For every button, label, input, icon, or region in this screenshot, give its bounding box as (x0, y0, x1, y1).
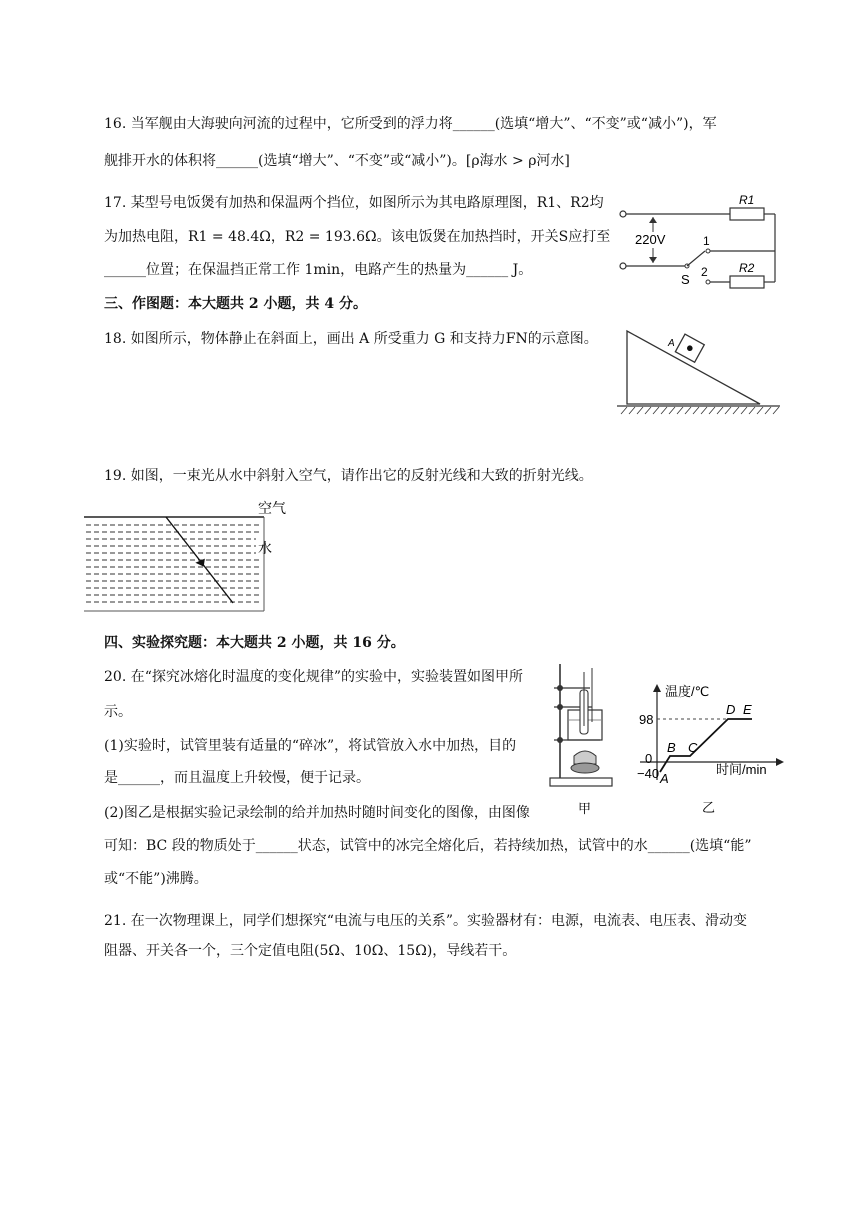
section-3-heading: 三、作图题：本大题共 2 小题，共 4 分。 (104, 296, 367, 312)
q20-line1: 20. 在“探究冰熔化时温度的变化规律”的实验中，实验装置如图甲所 (104, 669, 524, 685)
point-e: E (743, 702, 752, 717)
q21-line2: 阻器、开关各一个，三个定值电阻(5Ω、10Ω、15Ω)，导线若干。 (104, 943, 517, 959)
q20-line2: 示。 (104, 704, 132, 720)
q18-line1: 18. 如图所示，物体静止在斜面上，画出 A 所受重力 G 和支持力FN的示意图。 (104, 331, 598, 347)
y-axis-label: 温度/℃ (665, 684, 710, 699)
point-b: B (667, 740, 676, 755)
block-a-label: A (668, 338, 675, 349)
point-d: D (726, 702, 736, 717)
section-4-heading: 四、实验探究题：本大题共 2 小题，共 16 分。 (104, 635, 405, 651)
q17-line2: 为加热电阻，R1 = 48.4Ω，R2 = 193.6Ω。该电饭煲在加热挡时，开关S应打至 (104, 229, 611, 245)
q20-line4: 是______，而且温度上升较慢，便于记录。 (104, 770, 370, 786)
point-c: C (688, 740, 698, 755)
q19-line1: 19. 如图，一束光从水中斜射入空气，请作出它的反射光线和大致的折射光线。 (104, 468, 593, 484)
switch-label: S (681, 272, 690, 287)
q20-line7: 或“不能”)沸腾。 (104, 871, 208, 887)
q16-line1: 16. 当军舰由大海驶向河流的过程中，它所受到的浮力将______(选填“增大”、“不变”或“减小”)，军 (104, 116, 717, 132)
temperature-time-graph (630, 680, 790, 820)
tick-minus-40: −40 (637, 766, 660, 781)
tick-0: 0 (645, 751, 653, 766)
q20-line3: (1)实验时，试管里装有适量的“碎冰”，将试管放入水中加热，目的 (104, 738, 517, 754)
q20-line6: 可知：BC 段的物质处于______状态，试管中的冰完全熔化后，若持续加热，试管中的水______(选填“能” (104, 838, 752, 854)
r1-label: R1 (739, 193, 755, 207)
q17-line1: 17. 某型号电饭煲有加热和保温两个挡位，如图所示为其电路原理图，R1、R2均 (104, 195, 604, 211)
air-label: 空气 (258, 500, 286, 516)
r2-label: R2 (739, 261, 755, 275)
incline-diagram (615, 326, 785, 416)
point-a: A (660, 771, 669, 786)
switch-pos-2: 2 (701, 265, 708, 279)
voltage-label: 220V (635, 232, 666, 247)
caption-yi: 乙 (702, 800, 716, 815)
caption-jia: 甲 (578, 801, 592, 816)
tick-98: 98 (639, 712, 654, 727)
q20-line5: (2)图乙是根据实验记录绘制的给并加热时随时间变化的图像，由图像 (104, 805, 530, 821)
water-label: 水 (258, 540, 272, 556)
circuit-diagram (615, 190, 785, 290)
water-refraction-diagram (80, 495, 300, 615)
q16-line2: 舰排开水的体积将______(选填“增大”、“不变”或“减小”)。[ρ海水 > ρ河水] (104, 153, 570, 169)
switch-pos-1: 1 (703, 234, 710, 248)
q21-line1: 21. 在一次物理课上，同学们想探究“电流与电压的关系”。实验器材有：电源，电流表、电压表、滑动变 (104, 913, 748, 929)
q17-line3: ______位置；在保温挡正常工作 1min，电路产生的热量为______ J。 (104, 262, 533, 278)
heating-apparatus-figure (540, 660, 620, 820)
x-axis-label: 时间/min (716, 762, 767, 777)
